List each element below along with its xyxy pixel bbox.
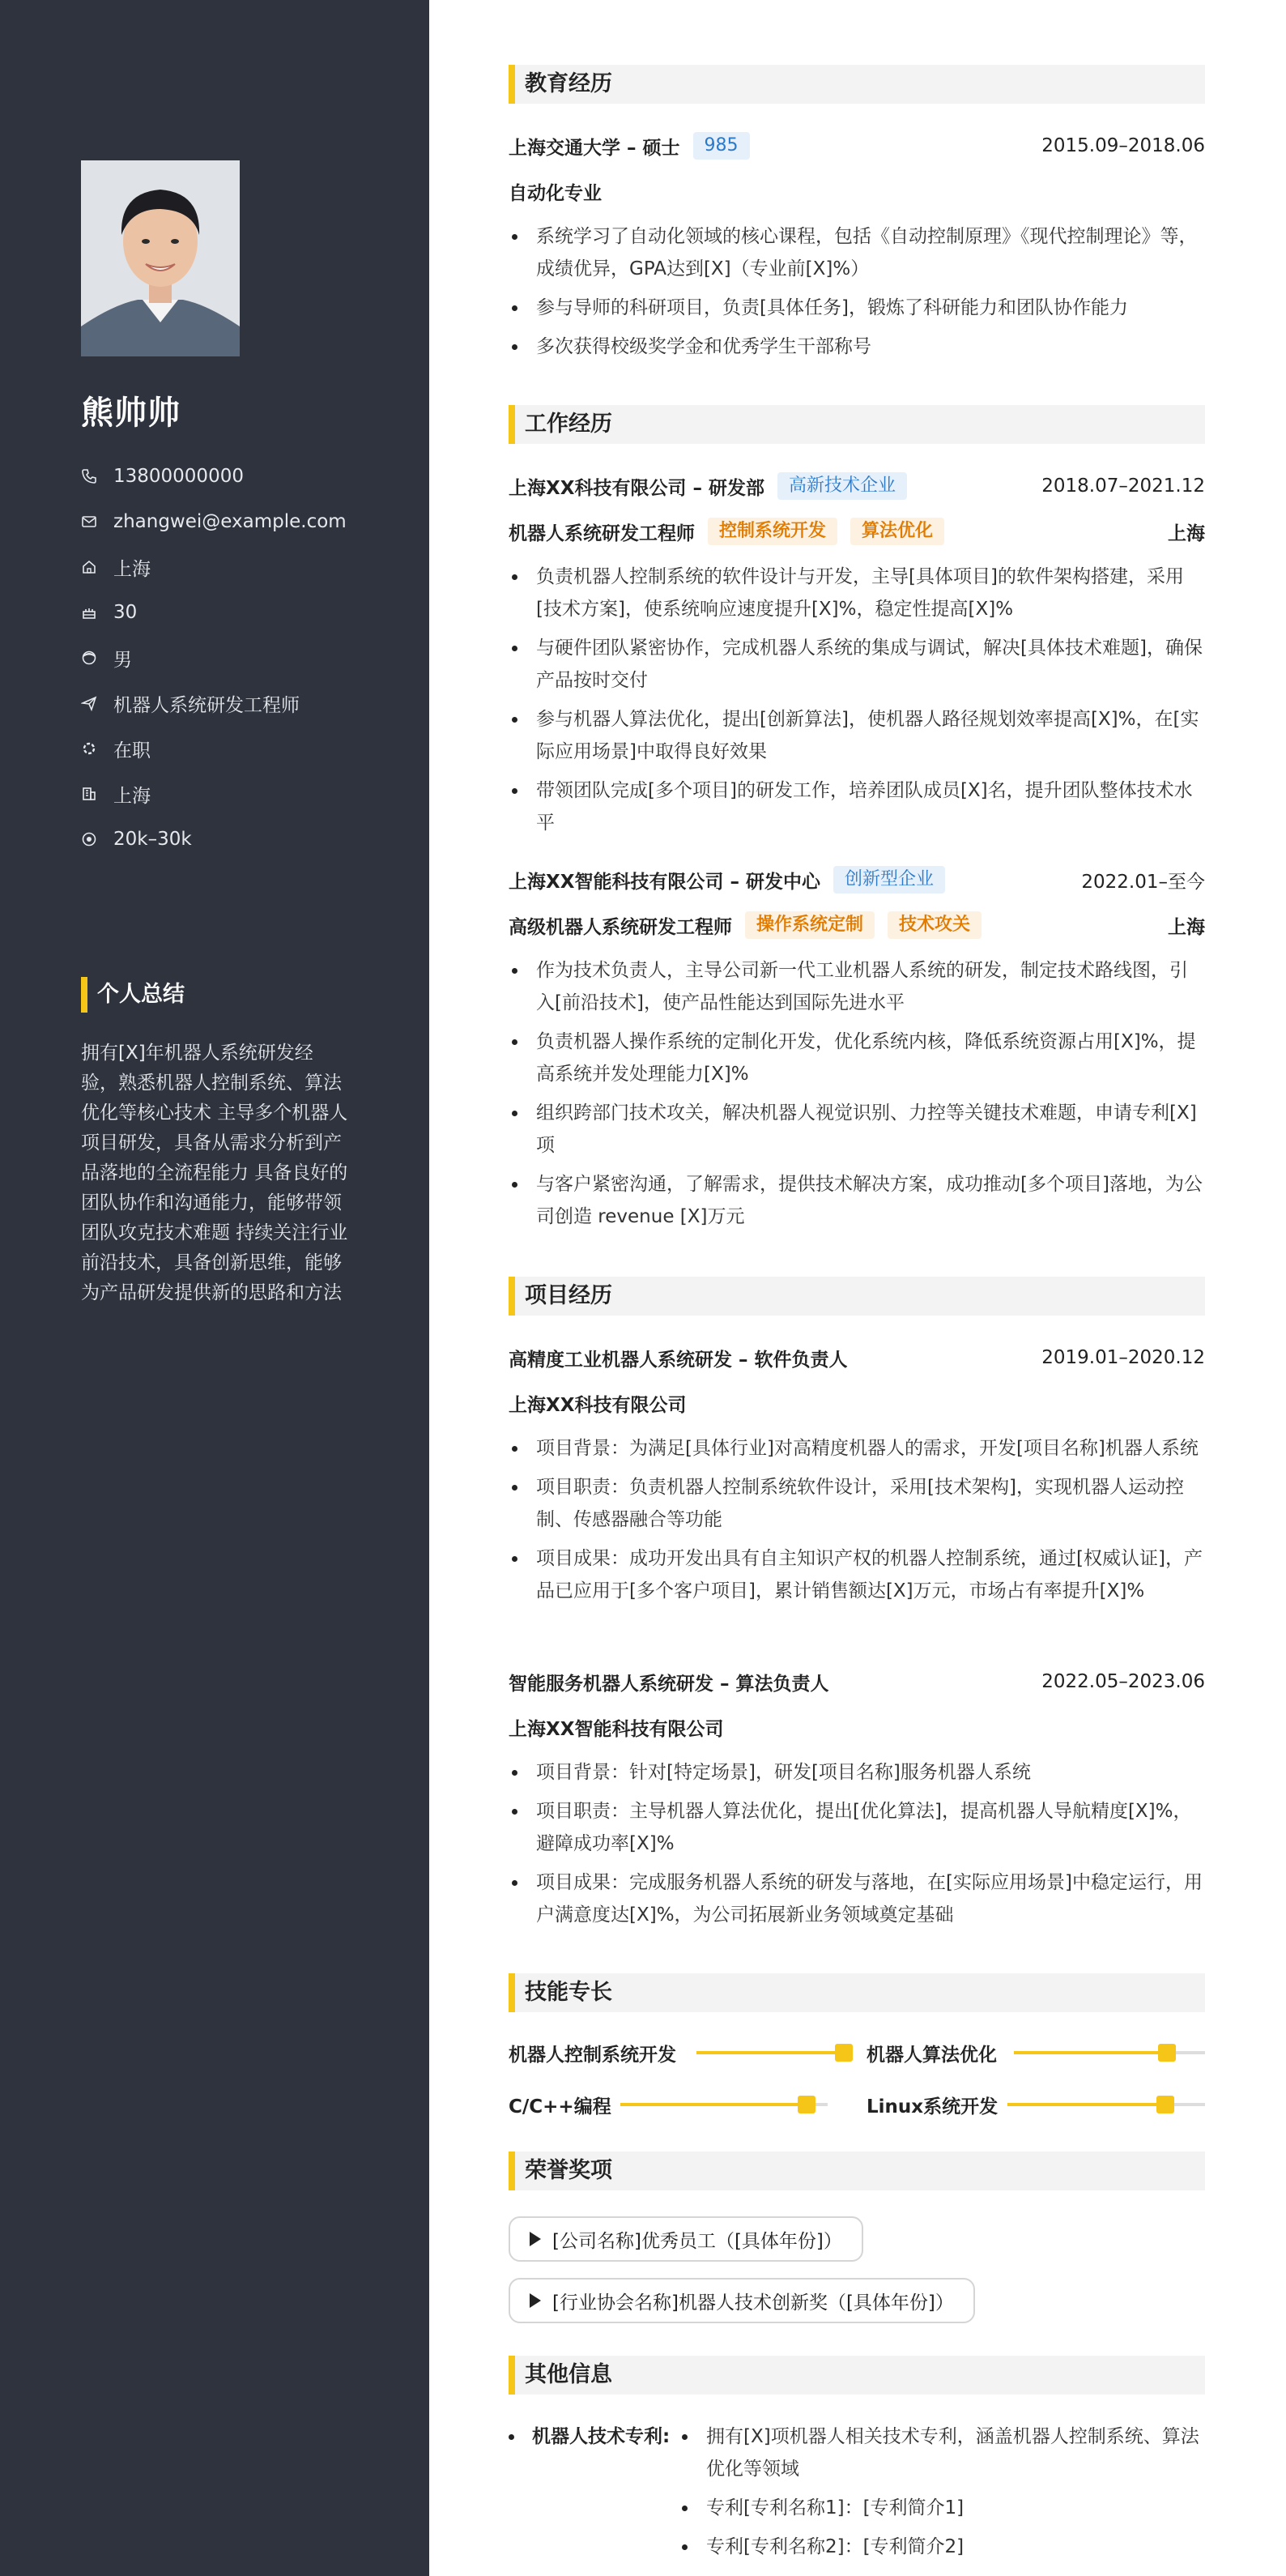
skill-level-bar — [620, 2103, 828, 2106]
other-section-title: 其他信息 — [509, 2356, 1205, 2395]
job-position: 高级机器人系统研发工程师 — [509, 916, 732, 938]
list-item: 负责机器人操作系统的定制化开发，优化系统内核，降低系统资源占用[X]%，提高系统并发处理能力[X]% — [509, 1026, 1205, 1090]
info-age — [81, 590, 347, 635]
list-item: 参与导师的科研项目，负责[具体任务]，锻炼了科研能力和团队协作能力 — [509, 292, 1205, 324]
info-status — [81, 726, 347, 771]
job-1-header — [509, 470, 1205, 502]
info-text: 机器人系统研发工程师 — [113, 694, 300, 716]
skill-level-fill — [1014, 2051, 1167, 2054]
list-item: 项目背景：为满足[具体行业]对高精度机器人的需求，开发[项目名称]机器人系统 — [509, 1432, 1205, 1465]
skill-tag: 技术攻关 — [888, 911, 982, 939]
honors-section-title: 荣誉奖项 — [509, 2152, 1205, 2190]
list-item: 专利[专利名称2]：[专利简介2] — [679, 2531, 1205, 2563]
info-text: zhangwei@example.com — [113, 511, 347, 532]
sidebar — [0, 0, 429, 2576]
project-2-header — [509, 1665, 1205, 1698]
company-tag: 高新技术企业 — [777, 472, 907, 500]
skill-level-fill — [1007, 2103, 1165, 2106]
education-bullets — [509, 220, 1205, 369]
list-item: 与客户紧密沟通，了解需求，提供技术解决方案，成功推动[多个项目]落地，为公司创造 revenue [X]万元 — [509, 1168, 1205, 1233]
job-date: 2022.01–至今 — [1081, 871, 1205, 893]
age-icon — [81, 604, 97, 621]
phone-icon — [81, 468, 97, 484]
patent-label: 机器人技术专利: — [509, 2420, 670, 2453]
job-2-bullets — [509, 954, 1205, 1239]
info-position — [81, 680, 347, 726]
award-item — [509, 2278, 975, 2323]
triangle-icon — [530, 2232, 541, 2246]
avatar-portrait — [81, 160, 240, 356]
school-name: 上海交通大学 – 硕士 — [509, 137, 680, 159]
skill-level-knob — [1158, 2044, 1176, 2062]
skill-level-bar — [1007, 2103, 1205, 2106]
info-location — [81, 771, 347, 817]
job-date: 2018.07–2021.12 — [1041, 476, 1205, 497]
project-company: 上海XX智能科技有限公司 — [509, 1718, 724, 1740]
gender-icon — [81, 650, 97, 666]
send-icon — [81, 695, 97, 711]
skill-name: C/C++编程 — [509, 2096, 611, 2118]
major: 自动化专业 — [509, 182, 602, 204]
work-section-title: 工作经历 — [509, 405, 1205, 444]
job-location: 上海 — [1168, 522, 1205, 544]
skill-level-knob — [835, 2044, 853, 2062]
award-item — [509, 2216, 863, 2262]
project-name: 高精度工业机器人系统研发 – 软件负责人 — [509, 1349, 848, 1371]
list-item: 项目职责：负责机器人控制系统软件设计，采用[技术架构]，实现机器人运动控制、传感器融合等功能 — [509, 1471, 1205, 1536]
info-phone — [81, 454, 347, 499]
info-email — [81, 499, 347, 544]
list-item: 拥有[X]项机器人相关技术专利，涵盖机器人控制系统、算法优化等领域 — [679, 2420, 1205, 2485]
info-text: 在职 — [113, 740, 151, 761]
skill-level-bar — [1014, 2051, 1205, 2054]
contact-info-list — [81, 454, 347, 862]
list-item: 参与机器人算法优化，提出[创新算法]，使机器人路径规划效率提高[X]%，在[实际应用场景]中取得良好效果 — [509, 703, 1205, 768]
award-text: [行业协会名称]机器人技术创新奖（[具体年份]） — [552, 2292, 954, 2314]
company-tag: 创新型企业 — [833, 866, 945, 893]
education-date: 2015.09–2018.06 — [1041, 135, 1205, 156]
education-header — [509, 130, 1205, 162]
info-text: 上海 — [113, 558, 151, 580]
skill-tag: 算法优化 — [850, 518, 944, 545]
skill-level-fill — [620, 2103, 807, 2106]
summary-title: 个人总结 — [81, 977, 185, 1013]
info-city — [81, 544, 347, 590]
skill-level-knob — [1156, 2096, 1174, 2113]
skill-level-bar — [696, 2051, 852, 2054]
company-name: 上海XX智能科技有限公司 – 研发中心 — [509, 871, 820, 893]
school-tag: 985 — [693, 132, 750, 160]
skill-name: 机器人算法优化 — [867, 2044, 997, 2066]
list-item: 负责机器人控制系统的软件设计与开发，主导[具体项目]的软件架构搭建，采用[技术方案]，使系统响应速度提升[X]%，稳定性提高[X]% — [509, 561, 1205, 625]
skill-name: 机器人控制系统开发 — [509, 2044, 676, 2066]
skill-tag: 操作系统定制 — [745, 911, 875, 939]
summary-text: 拥有[X]年机器人系统研发经验，熟悉机器人控制系统、算法优化等核心技术 主导多个机器人项目研发，具备从需求分析到产品落地的全流程能力 具备良好的团队协作和沟通能力，能够带领团队攻克技术难题 持续关注行业前沿技术，具备创新思维，能够为产品研发提供新的思路和方法 — [81, 1043, 348, 1303]
job-location: 上海 — [1168, 916, 1205, 938]
list-item: 多次获得校级奖学金和优秀学生干部称号 — [509, 331, 1205, 363]
job-1-bullets — [509, 561, 1205, 846]
skill-name: Linux系统开发 — [867, 2096, 999, 2118]
project-date: 2022.05–2023.06 — [1041, 1671, 1205, 1692]
list-item: 专利[专利名称1]：[专利简介1] — [679, 2492, 1205, 2524]
list-item: 系统学习了自动化领域的核心课程，包括《自动控制原理》《现代控制理论》等，成绩优异，GPA达到[X]（专业前[X]%） — [509, 220, 1205, 285]
project-name: 智能服务机器人系统研发 – 算法负责人 — [509, 1673, 829, 1695]
projects-section-title: 项目经历 — [509, 1277, 1205, 1316]
list-item: 带领团队完成[多个项目]的研发工作，培养团队成员[X]名，提升团队整体技术水平 — [509, 774, 1205, 839]
education-section-title: 教育经历 — [509, 65, 1205, 104]
avatar — [81, 160, 240, 356]
info-text: 30 — [113, 602, 138, 623]
project-company: 上海XX科技有限公司 — [509, 1394, 687, 1416]
project-1-header — [509, 1341, 1205, 1374]
patent-bullets — [679, 2420, 1205, 2570]
salary-icon — [81, 831, 97, 847]
candidate-name: 熊帅帅 — [81, 395, 181, 432]
info-text: 13800000000 — [113, 466, 244, 487]
building-icon — [81, 786, 97, 802]
info-text: 上海 — [113, 785, 151, 807]
home-icon — [81, 559, 97, 575]
skills-section-title: 技能专长 — [509, 1973, 1205, 2012]
project-date: 2019.01–2020.12 — [1041, 1347, 1205, 1368]
skill-level-knob — [798, 2096, 815, 2113]
list-item: 项目职责：主导机器人算法优化，提出[优化算法]，提高机器人导航精度[X]%，避障成功率[X]% — [509, 1795, 1205, 1860]
project-2-bullets — [509, 1756, 1205, 1938]
info-text: 男 — [113, 649, 132, 671]
list-item: 项目成果：成功开发出具有自主知识产权的机器人控制系统，通过[权威认证]，产品已应用于[多个客户项目]，累计销售额达[X]万元，市场占有率提升[X]% — [509, 1542, 1205, 1607]
list-item: 与硬件团队紧密协作，完成机器人系统的集成与调试，解决[具体技术难题]，确保产品按时交付 — [509, 632, 1205, 697]
job-position: 机器人系统研发工程师 — [509, 522, 695, 544]
list-item: 项目成果：完成服务机器人系统的研发与落地，在[实际应用场景]中稳定运行，用户满意度达[X]%，为公司拓展新业务领域奠定基础 — [509, 1866, 1205, 1931]
triangle-icon — [530, 2293, 541, 2308]
company-name: 上海XX科技有限公司 – 研发部 — [509, 477, 764, 499]
award-text: [公司名称]优秀员工（[具体年份]） — [552, 2230, 842, 2252]
skill-tag: 控制系统开发 — [708, 518, 837, 545]
skill-level-fill — [696, 2051, 844, 2054]
info-salary — [81, 817, 347, 862]
status-icon — [81, 740, 97, 757]
list-item: 组织跨部门技术攻关，解决机器人视觉识别、力控等关键技术难题，申请专利[X]项 — [509, 1097, 1205, 1162]
list-item: 项目背景：针对[特定场景]，研发[项目名称]服务机器人系统 — [509, 1756, 1205, 1789]
info-gender — [81, 635, 347, 680]
mail-icon — [81, 514, 97, 530]
job-1-position-row — [509, 515, 1205, 548]
list-item: 作为技术负责人，主导公司新一代工业机器人系统的研发，制定技术路线图，引入[前沿技术]，使产品性能达到国际先进水平 — [509, 954, 1205, 1019]
job-2-header — [509, 864, 1205, 896]
job-2-position-row — [509, 909, 1205, 941]
project-1-bullets — [509, 1432, 1205, 1614]
info-text: 20k–30k — [113, 829, 192, 850]
